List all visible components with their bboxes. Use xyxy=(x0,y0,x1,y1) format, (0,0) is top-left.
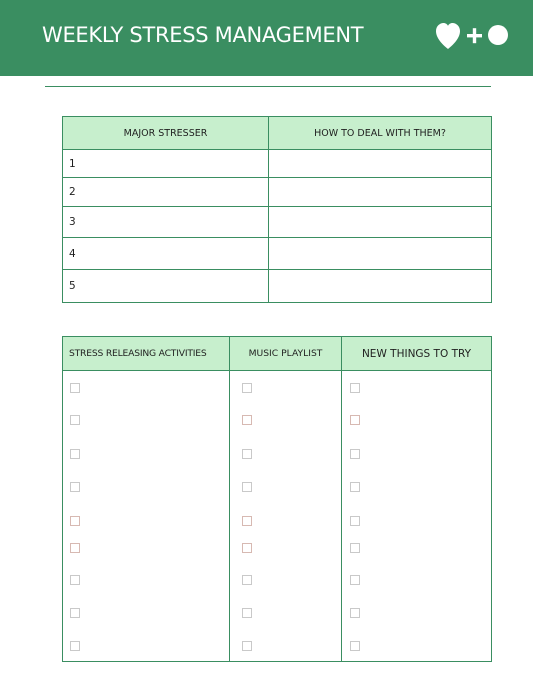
table-row xyxy=(63,238,492,270)
checkbox[interactable] xyxy=(242,415,252,425)
checkbox[interactable] xyxy=(350,641,360,651)
checkbox[interactable] xyxy=(350,415,360,425)
table-row xyxy=(63,270,492,303)
checkbox[interactable] xyxy=(70,449,80,459)
checkbox[interactable] xyxy=(70,415,80,425)
column-header-how-to-deal: HOW TO DEAL WITH THEM? xyxy=(269,117,492,150)
table-row xyxy=(63,207,492,238)
response-cell[interactable] xyxy=(269,150,492,178)
checkbox[interactable] xyxy=(242,641,252,651)
checkbox[interactable] xyxy=(242,543,252,553)
checkbox[interactable] xyxy=(350,449,360,459)
page-title: WEEKLY STRESS MANAGEMENT xyxy=(42,23,364,47)
column-header-new-things-to-try: NEW THINGS TO TRY xyxy=(342,337,492,371)
row-number: 1 xyxy=(63,150,269,178)
response-cell[interactable] xyxy=(269,207,492,238)
checkbox[interactable] xyxy=(350,575,360,585)
checkbox[interactable] xyxy=(242,449,252,459)
checkbox[interactable] xyxy=(350,482,360,492)
heart-icon xyxy=(436,23,460,49)
row-number: 4 xyxy=(63,238,269,270)
checkbox[interactable] xyxy=(242,482,252,492)
response-cell[interactable] xyxy=(269,178,492,207)
checkbox[interactable] xyxy=(242,608,252,618)
checkbox[interactable] xyxy=(242,516,252,526)
header-divider xyxy=(45,86,491,87)
checkbox[interactable] xyxy=(70,383,80,393)
column-header-major-stresser: MAJOR STRESSER xyxy=(63,117,269,150)
checkbox[interactable] xyxy=(350,608,360,618)
header-banner xyxy=(0,0,533,76)
heart-plus-circle-logo xyxy=(436,22,514,52)
major-stressers-table xyxy=(62,116,492,303)
table-row xyxy=(63,178,492,207)
checkbox[interactable] xyxy=(242,383,252,393)
checkbox[interactable] xyxy=(242,575,252,585)
checkbox[interactable] xyxy=(70,482,80,492)
column-header-stress-releasing-activities: STRESS RELEASING ACTIVITIES xyxy=(63,337,230,371)
playlist-column xyxy=(230,371,342,662)
column-header-music-playlist: MUSIC PLAYLIST xyxy=(230,337,342,371)
checkbox[interactable] xyxy=(350,516,360,526)
circle-icon xyxy=(488,25,508,45)
response-cell[interactable] xyxy=(269,270,492,303)
new-things-column xyxy=(342,371,492,662)
activities-column xyxy=(63,371,230,662)
checkbox[interactable] xyxy=(70,575,80,585)
activities-table xyxy=(62,336,492,662)
checkbox[interactable] xyxy=(70,516,80,526)
table-row xyxy=(63,150,492,178)
checkbox[interactable] xyxy=(70,608,80,618)
checkbox[interactable] xyxy=(350,383,360,393)
row-number: 3 xyxy=(63,207,269,238)
checkbox[interactable] xyxy=(70,641,80,651)
checkbox[interactable] xyxy=(350,543,360,553)
checkbox[interactable] xyxy=(70,543,80,553)
row-number: 5 xyxy=(63,270,269,303)
response-cell[interactable] xyxy=(269,238,492,270)
row-number: 2 xyxy=(63,178,269,207)
